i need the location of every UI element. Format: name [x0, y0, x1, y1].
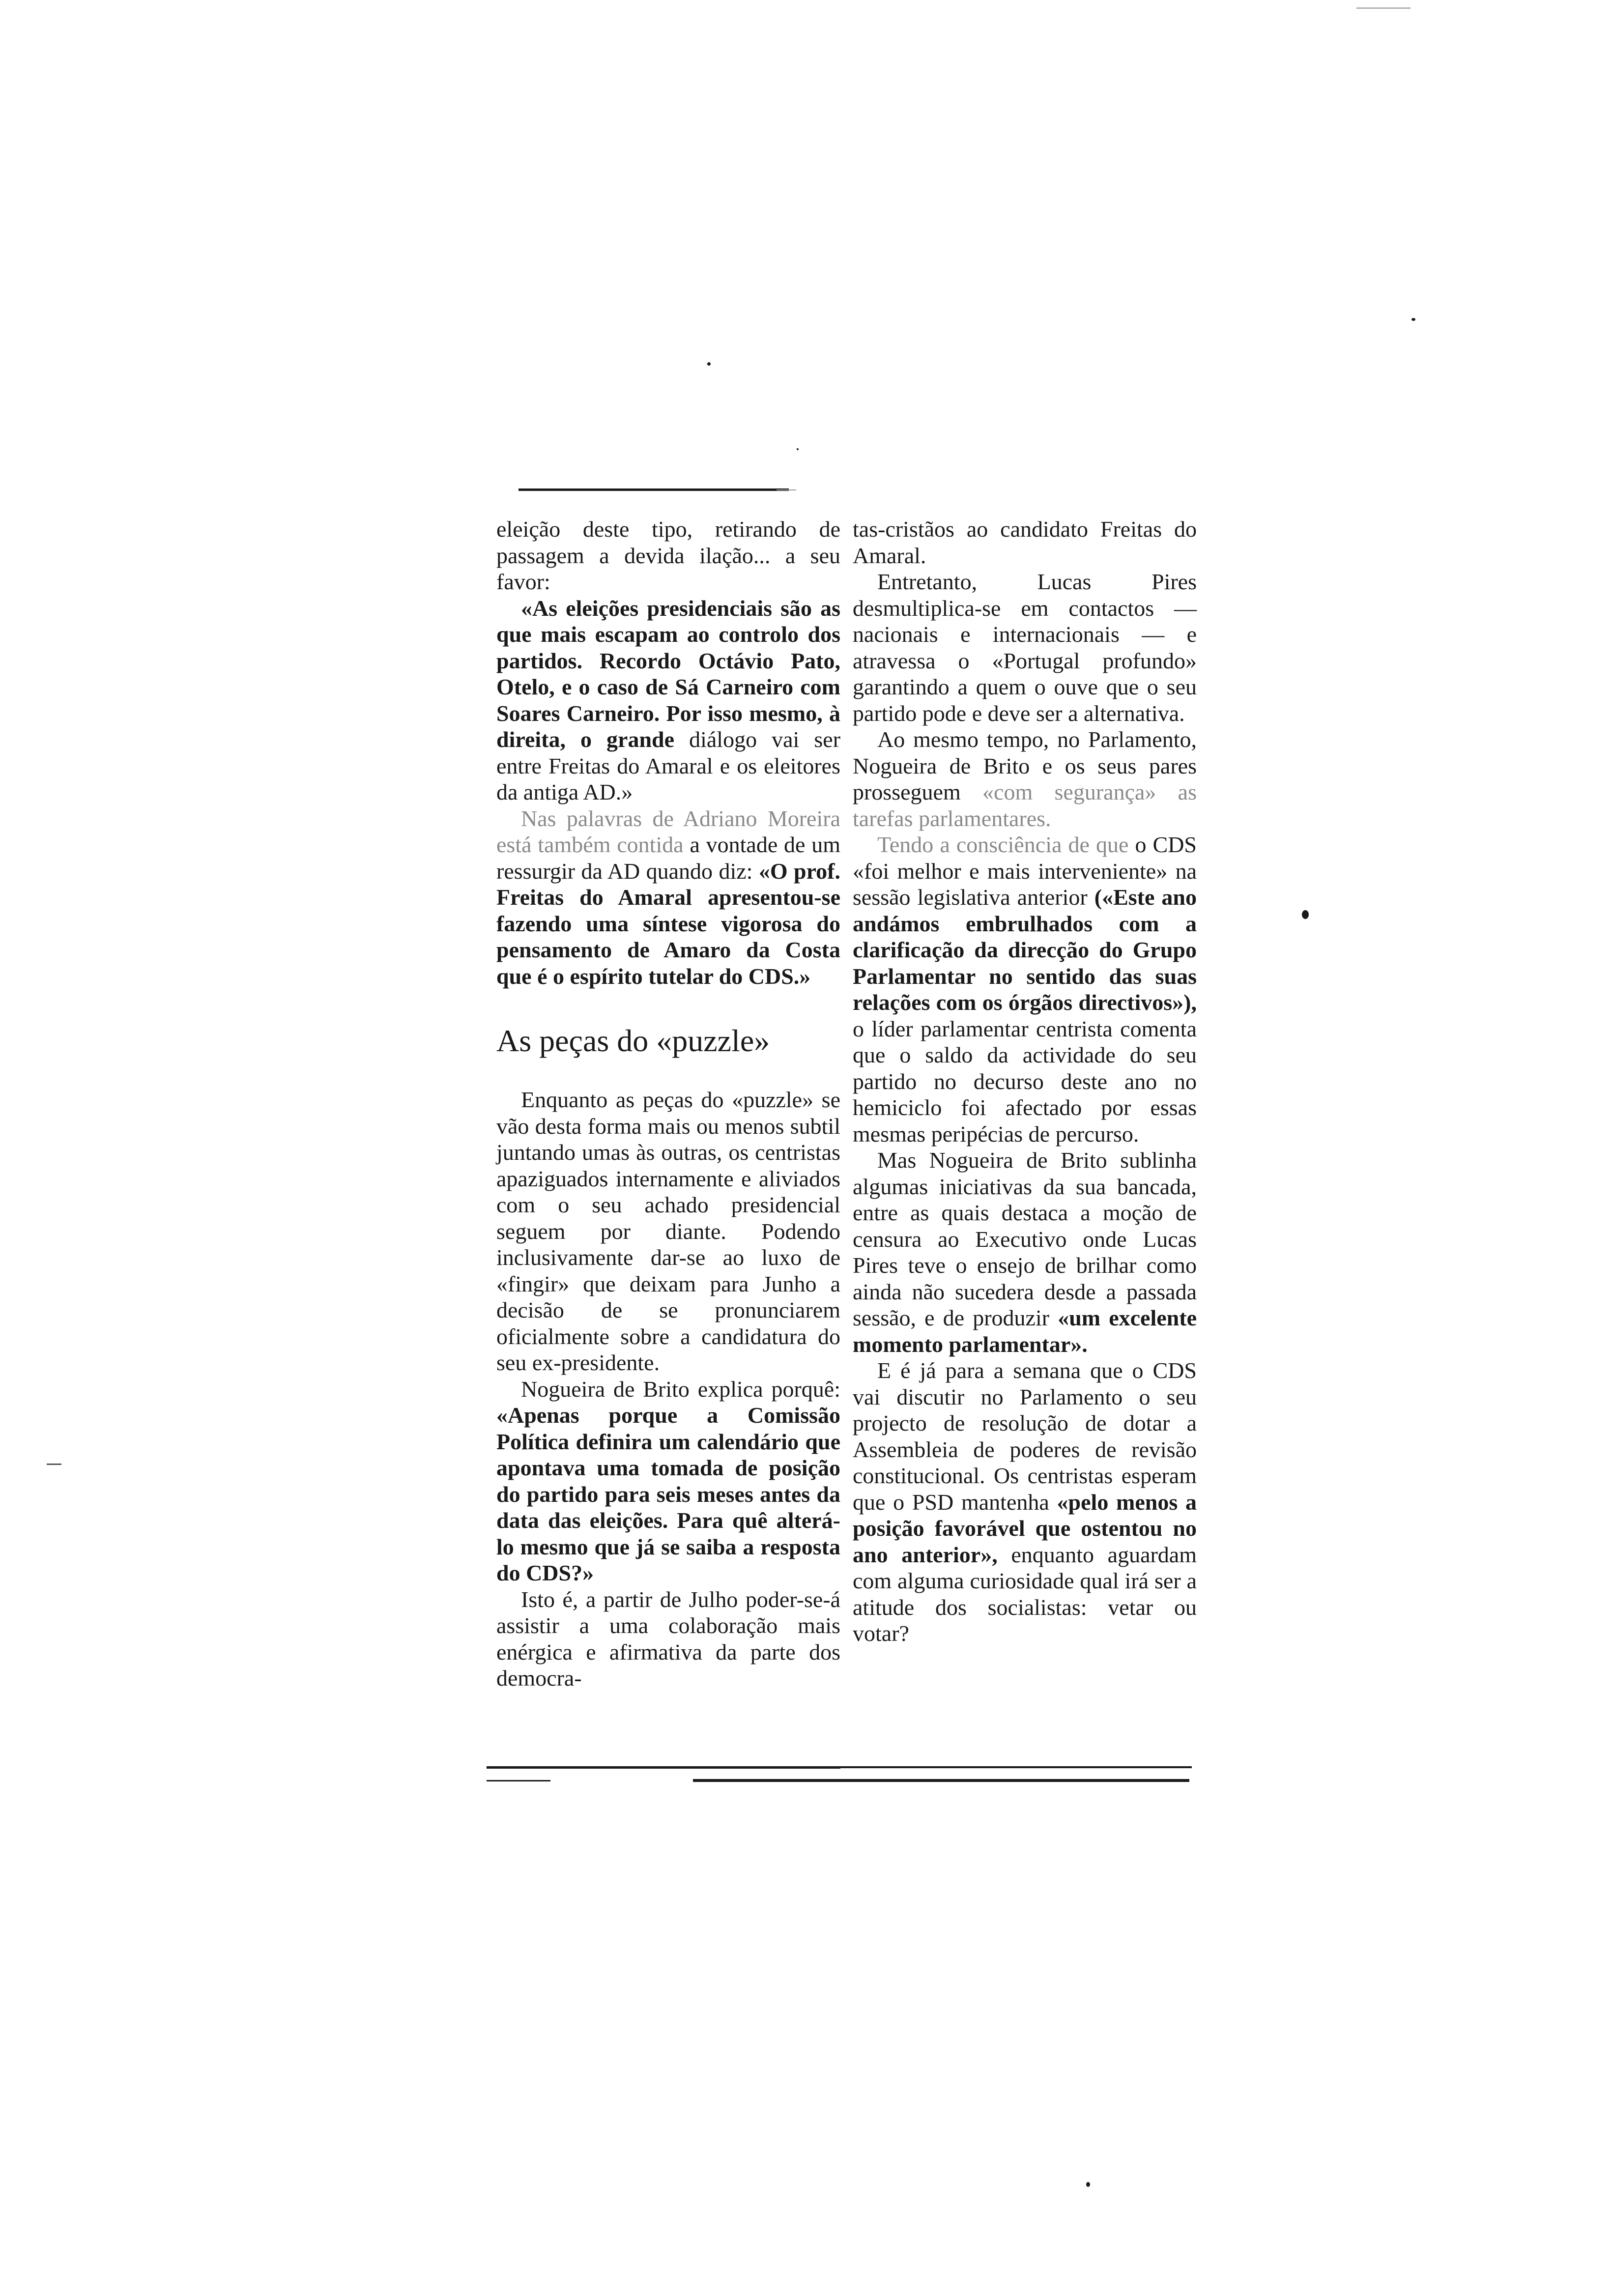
paragraph: Isto é, a partir de Julho poder-se-á assistir a uma colaboração mais enérgica e afirmativa da parte dos democra- [496, 1586, 840, 1691]
scan-speck [1411, 318, 1415, 321]
paragraph [496, 805, 840, 990]
scan-speck [707, 362, 711, 366]
faded-text: Nas palavras de Adriano Moreira está também contida [496, 805, 840, 857]
subheading: As peças do «puzzle» [496, 1023, 770, 1058]
paragraph: eleição deste tipo, retirando de passagem a devida ilação... a seu favor: [496, 517, 840, 594]
paragraph-text: o CDS «foi melhor e mais interveniente» na sessão legislativa anterior [853, 832, 1197, 910]
paragraph: tas-cristãos ao candidato Freitas do Amaral. [853, 517, 1197, 568]
paragraph-text: a vontade de um ressurgir da AD quando diz: [496, 832, 841, 884]
paragraph-text: o líder parlamentar centrista comenta que o saldo da actividade do seu partido no decurso deste ano no hemiciclo foi afectado por essas mesmas peripécias de percurso. [853, 1016, 1197, 1147]
bold-quote: «O prof. Freitas do Amaral apresentou-se fazendo uma síntese vigorosa do pensamento de Amaro da Costa que é o espírito tutelar do CDS.» [496, 858, 840, 989]
paragraph [496, 1376, 840, 1586]
paragraph-text: E é já para a semana que o CDS vai discutir no Parlamento o seu projecto de resolução de dotar a Assembleia de poderes de revisão constitucional. Os centristas esperam que o PSD mantenha [853, 1358, 1197, 1515]
scan-speck [1086, 2182, 1090, 2187]
bottom-rule-right-lower [693, 1779, 1189, 1782]
paragraph [853, 1357, 1197, 1647]
bold-quote: «pelo menos a posição favorável que ostentou no ano anterior», [853, 1489, 1197, 1567]
bold-quote: «um excelente momento parlamentar». [853, 1305, 1197, 1357]
article-column-left [496, 516, 840, 1692]
scan-speck [1302, 910, 1309, 919]
top-corner-mark [1356, 7, 1410, 9]
bottom-rule-left-lower [487, 1780, 550, 1781]
paragraph-text: Ao mesmo tempo, no Parlamento, Nogueira de Brito e os seus pares prosseguem [853, 727, 1197, 804]
bold-quote: «As eleições presidenciais são as que mais escapam ao controlo dos partidos. Recordo Octávio Pato, Otelo, e o caso de Sá Carneiro com Soares Carneiro. Por isso mesmo, à direita, o grande [496, 595, 840, 752]
bottom-rule-left-upper [487, 1766, 840, 1769]
bold-quote: («Este ano andámos embrulhados com a clarificação da direcção do Grupo Parlamentar no sentido das suas relações com os órgãos directivos»), [853, 885, 1197, 1015]
quote-continuation: diálogo vai ser entre Freitas do Amaral e os eleitores da antiga AD.» [496, 727, 841, 804]
scan-speck [797, 448, 799, 450]
paragraph-text: Nogueira de Brito explica porquê: [521, 1376, 840, 1402]
quote-paragraph [496, 595, 840, 805]
paragraph [853, 832, 1197, 1147]
faded-text: «com segurança» as tarefas parlamentares. [853, 779, 1197, 831]
paragraph-text: Mas Nogueira de Brito sublinha algumas iniciativas da sua bancada, entre as quais destaca a moção de censura ao Executivo onde Lucas Pires teve o ensejo de brilhar como ainda não sucedera desde a passada sessão, e de produzir [853, 1148, 1197, 1330]
top-rule-faint [777, 489, 796, 490]
top-rule [518, 488, 789, 491]
left-margin-mark [47, 1464, 61, 1465]
bold-quote: «Apenas porque a Comissão Política definira um calendário que apontava uma tomada de posição do partido para seis meses antes da data das eleições. Para quê alterá-lo mesmo que já se saiba a resposta do CDS?» [496, 1403, 840, 1585]
bottom-rule-right-upper [835, 1766, 1192, 1768]
paragraph: Entretanto, Lucas Pires desmultiplica-se em contactos — nacionais e internacionais — e atravessa o «Portugal profundo» garantindo a quem o ouve que o seu partido pode e deve ser a alternativa. [853, 569, 1197, 726]
paragraph: Enquanto as peças do «puzzle» se vão desta forma mais ou menos subtil juntando umas às outras, os centristas apaziguados internamente e aliviados com o seu achado presidencial seguem por diante. Podendo inclusivamente dar-se ao luxo de «fingir» que deixam para Junho a decisão de se pronunciarem oficialmente sobre a candidatura do seu ex-presidente. [496, 1087, 840, 1375]
paragraph [853, 1147, 1197, 1357]
faded-text: Tendo a consciência de que [877, 832, 1129, 857]
paragraph-text: enquanto aguardam com alguma curiosidade qual irá ser a atitude dos socialistas: vetar ou votar? [853, 1542, 1197, 1646]
article-column-right [853, 516, 1197, 1647]
paragraph [853, 726, 1197, 832]
